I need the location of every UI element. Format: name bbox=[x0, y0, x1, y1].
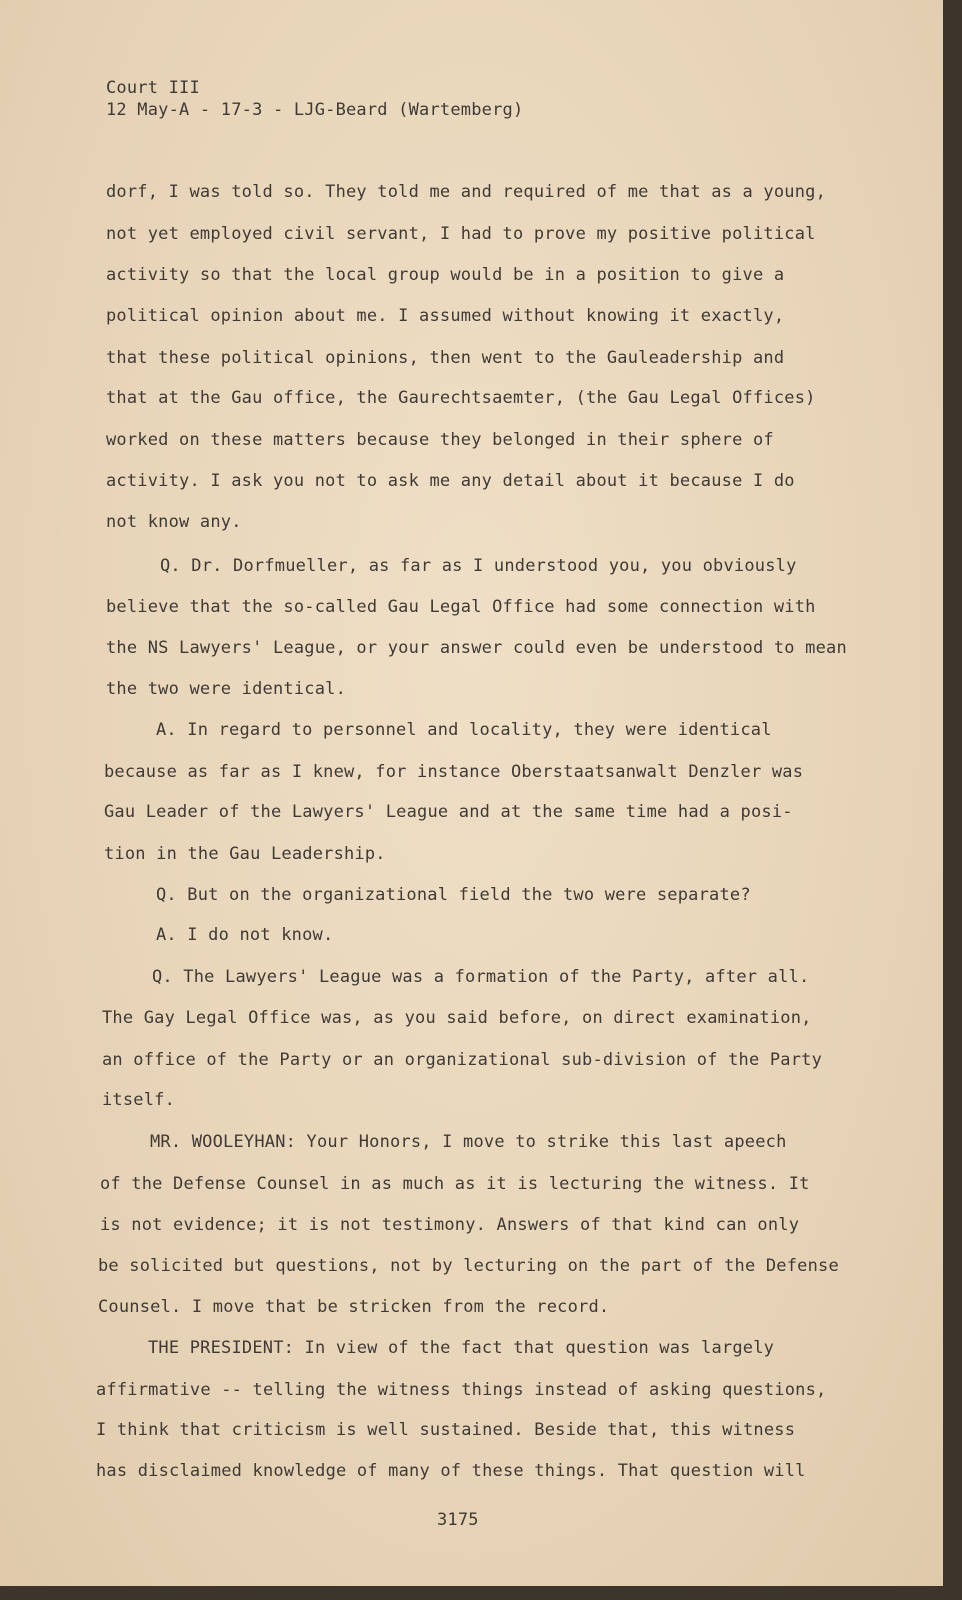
body-line: an office of the Party or an organizational sub-division of the Party bbox=[102, 1050, 823, 1070]
body-line: of the Defense Counsel in as much as it is lecturing the witness. It bbox=[100, 1174, 810, 1194]
body-line: not yet employed civil servant, I had to prove my positive political bbox=[106, 224, 816, 244]
body-line: political opinion about me. I assumed without knowing it exactly, bbox=[106, 306, 785, 326]
body-line: dorf, I was told so. They told me and required of me that as a young, bbox=[106, 182, 827, 202]
body-line: A. In regard to personnel and locality, they were identical bbox=[156, 720, 772, 740]
body-line: itself. bbox=[102, 1090, 176, 1110]
body-line: has disclaimed knowledge of many of these things. That question will bbox=[96, 1461, 806, 1481]
body-line: worked on these matters because they belonged in their sphere of bbox=[106, 430, 774, 450]
page-edge bbox=[943, 0, 962, 1600]
body-line: I think that criticism is well sustained. Beside that, this witness bbox=[96, 1420, 796, 1440]
body-line: the two were identical. bbox=[106, 679, 347, 699]
body-line: The Gay Legal Office was, as you said before, on direct examination, bbox=[102, 1008, 812, 1028]
body-line: tion in the Gau Leadership. bbox=[104, 844, 386, 864]
page-number: 3175 bbox=[437, 1510, 479, 1530]
body-line: Gau Leader of the Lawyers' League and at the same time had a posi- bbox=[104, 802, 793, 822]
body-line: believe that the so-called Gau Legal Office had some connection with bbox=[106, 597, 816, 617]
body-line: Counsel. I move that be stricken from the record. bbox=[98, 1297, 610, 1317]
body-line: affirmative -- telling the witness things instead of asking questions, bbox=[96, 1380, 827, 1400]
body-line: THE PRESIDENT: In view of the fact that question was largely bbox=[148, 1338, 775, 1358]
body-line: Q. But on the organizational field the two were separate? bbox=[156, 885, 751, 905]
body-line: activity. I ask you not to ask me any detail about it because I do bbox=[106, 471, 795, 491]
body-line: Q. The Lawyers' League was a formation of the Party, after all. bbox=[152, 967, 810, 987]
body-line: the NS Lawyers' League, or your answer could even be understood to mean bbox=[106, 638, 847, 658]
court-header: Court III bbox=[106, 78, 200, 98]
body-line: activity so that the local group would be in a position to give a bbox=[106, 265, 785, 285]
body-line: Q. Dr. Dorfmueller, as far as I understood you, you obviously bbox=[160, 556, 797, 576]
body-line: A. I do not know. bbox=[156, 925, 334, 945]
page-bottom-edge bbox=[0, 1586, 962, 1600]
session-header: 12 May-A - 17-3 - LJG-Beard (Wartemberg) bbox=[106, 100, 524, 120]
body-line: not know any. bbox=[106, 512, 242, 532]
body-line: that these political opinions, then went to the Gauleadership and bbox=[106, 348, 785, 368]
body-line: is not evidence; it is not testimony. Answers of that kind can only bbox=[100, 1215, 800, 1235]
body-line: MR. WOOLEYHAN: Your Honors, I move to strike this last apeech bbox=[150, 1132, 787, 1152]
body-line: that at the Gau office, the Gaurechtsaemter, (the Gau Legal Offices) bbox=[106, 388, 816, 408]
body-line: be solicited but questions, not by lecturing on the part of the Defense bbox=[98, 1256, 839, 1276]
body-line: because as far as I knew, for instance Oberstaatsanwalt Denzler was bbox=[104, 762, 804, 782]
